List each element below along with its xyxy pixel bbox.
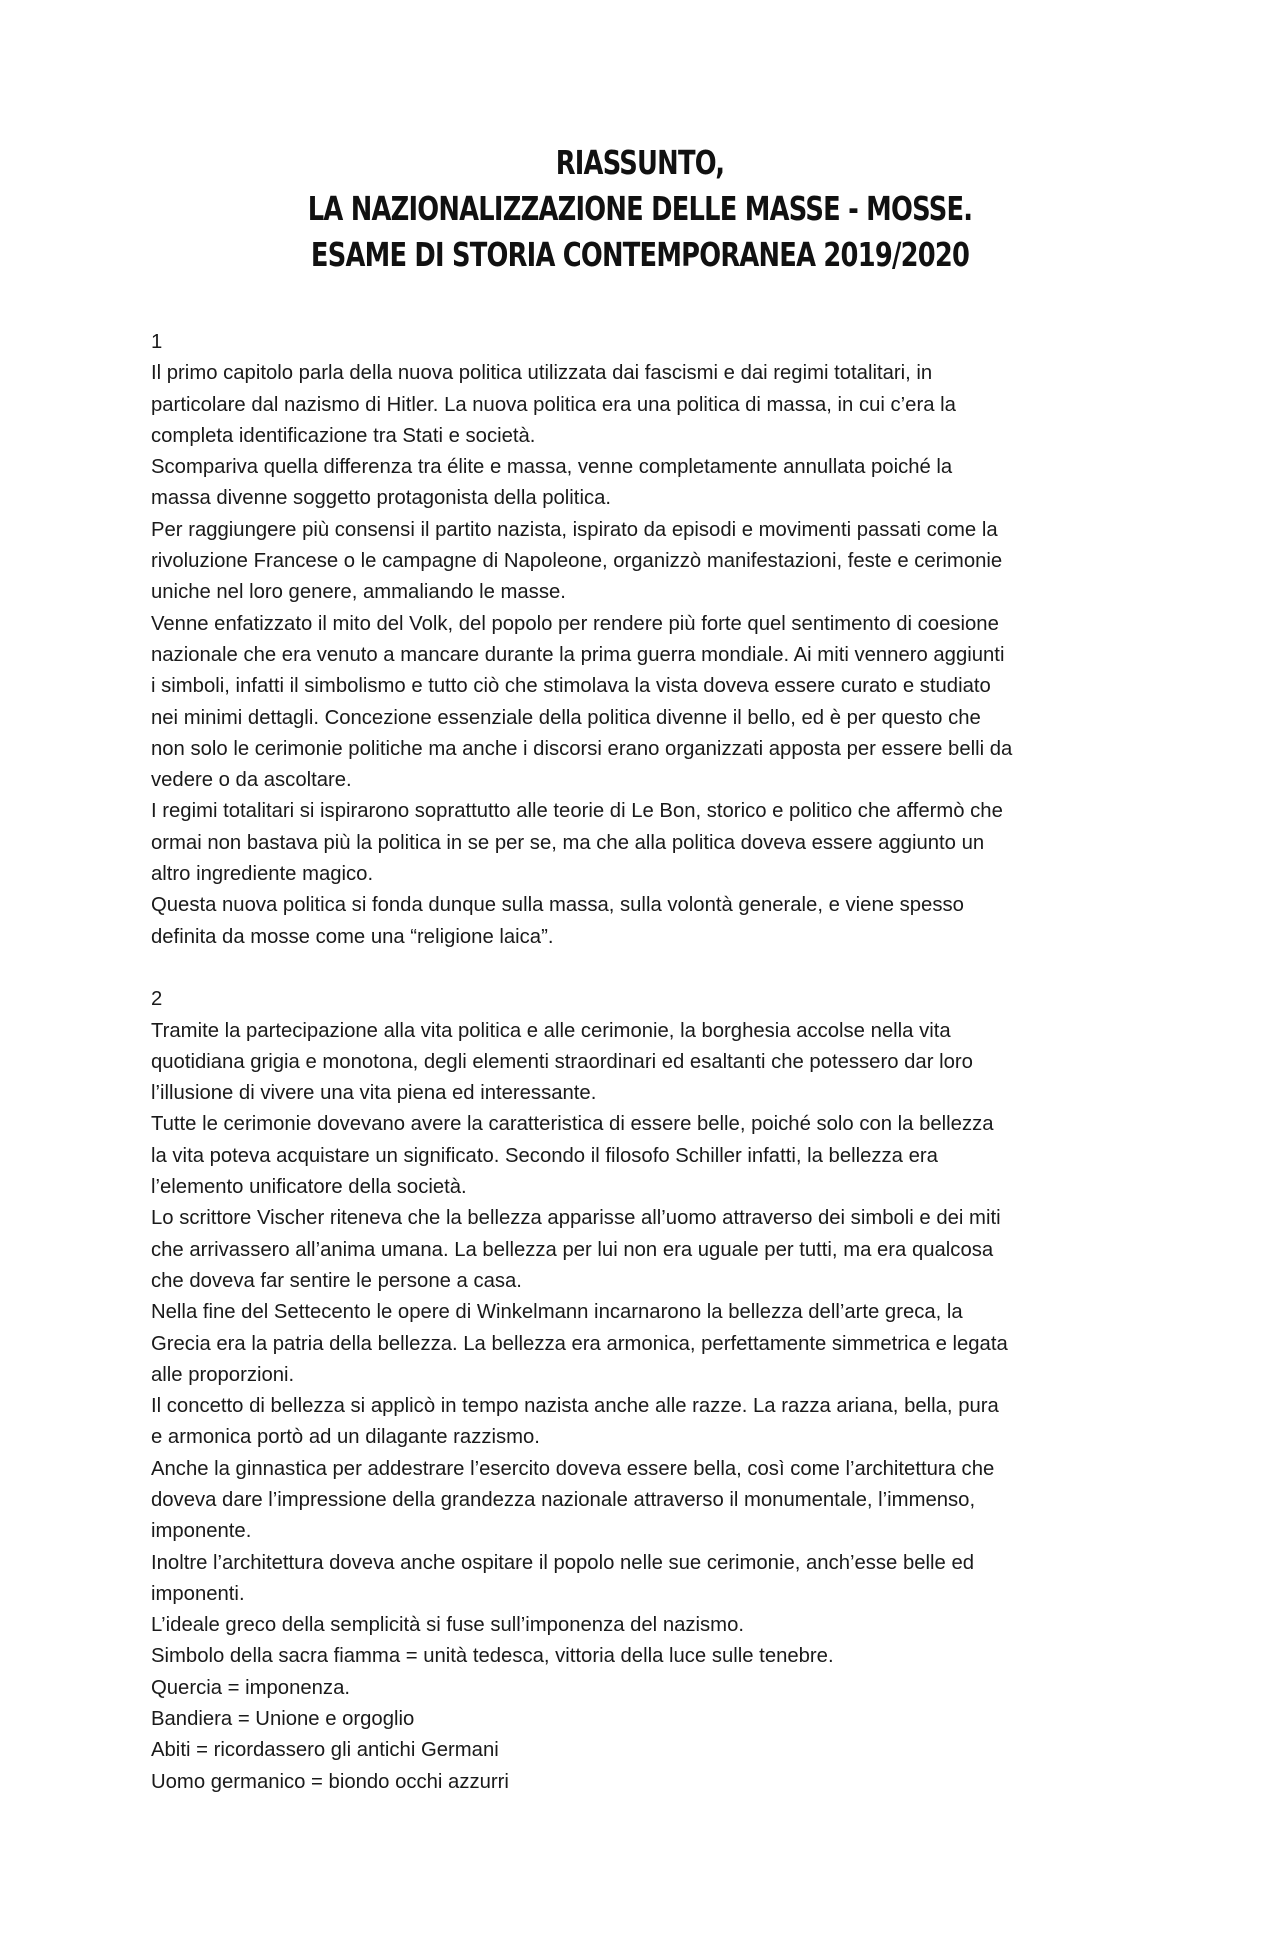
text-line: alle proporzioni. (151, 1363, 295, 1386)
text-line: Questa nuova politica si fonda dunque sulla massa, sulla volontà generale, e viene spesso (151, 894, 964, 917)
text-line: particolare dal nazismo di Hitler. La nuova politica era una politica di massa, in cui c’era la (151, 393, 956, 416)
title-line-2: LA NAZIONALIZZAZIONE DELLE MASSE - MOSSE. (307, 189, 973, 228)
text-line: nei minimi dettagli. Concezione essenziale della politica divenne il bello, ed è per questo che (151, 706, 981, 729)
section-number: 1 (151, 331, 163, 353)
text-line: Anche la ginnastica per addestrare l’esercito doveva essere bella, così come l’architettura che (151, 1457, 995, 1480)
text-line: che arrivassero all’anima umana. La bellezza per lui non era uguale per tutti, ma era qualcosa (151, 1238, 994, 1261)
text-line: vedere o da ascoltare. (151, 769, 352, 792)
text-line: Simbolo della sacra fiamma = unità tedesca, vittoria della luce sulle tenebre. (151, 1645, 834, 1668)
text-line: Tutte le cerimonie dovevano avere la caratteristica di essere belle, poiché solo con la bellezza (151, 1113, 994, 1136)
text-line: la vita poteva acquistare un significato. Secondo il filosofo Schiller infatti, la bellezza era (151, 1144, 938, 1167)
text-line: non solo le cerimonie politiche ma anche i discorsi erano organizzati apposta per essere belli da (151, 737, 1013, 760)
text-line: imponenti. (151, 1582, 245, 1605)
title-line-1: RIASSUNTO, (555, 143, 725, 182)
text-line: imponente. (151, 1520, 252, 1543)
text-line: Il primo capitolo parla della nuova politica utilizzata dai fascismi e dai regimi totalitari, in (151, 362, 933, 385)
text-line: l’illusione di vivere una vita piena ed interessante. (151, 1082, 597, 1105)
text-line: Quercia = imponenza. (151, 1676, 350, 1699)
document-title (0, 140, 1280, 278)
section-2 (151, 984, 1151, 1798)
text-line: e armonica portò ad un dilagante razzismo. (151, 1426, 540, 1449)
text-line: Bandiera = Unione e orgoglio (151, 1708, 415, 1731)
text-line: Nella fine del Settecento le opere di Winkelmann incarnarono la bellezza dell’arte greca, la (151, 1301, 963, 1324)
text-line: Uomo germanico = biondo occhi azzurri (151, 1770, 509, 1793)
text-line: I regimi totalitari si ispirarono soprattutto alle teorie di Le Bon, storico e politico che affermò che (151, 800, 1003, 823)
text-line: quotidiana grigia e monotona, degli elementi straordinari ed esaltanti che potessero dar loro (151, 1050, 973, 1073)
section-1-paragraph (151, 358, 1151, 953)
text-line: completa identificazione tra Stati e società. (151, 424, 536, 447)
text-line: L’ideale greco della semplicità si fuse sull’imponenza del nazismo. (151, 1614, 744, 1637)
text-line: Venne enfatizzato il mito del Volk, del popolo per rendere più forte quel sentimento di coesione (151, 612, 999, 635)
text-line: Lo scrittore Vischer riteneva che la bellezza apparisse all’uomo attraverso dei simboli e dei miti (151, 1207, 1001, 1230)
text-line: Scompariva quella differenza tra élite e massa, venne completamente annullata poiché la (151, 456, 953, 479)
text-line: Grecia era la patria della bellezza. La bellezza era armonica, perfettamente simmetrica e legata (151, 1332, 1008, 1355)
text-line: ormai non bastava più la politica in se per se, ma che alla politica doveva essere aggiunto un (151, 831, 985, 854)
text-line: Inoltre l’architettura doveva anche ospitare il popolo nelle sue cerimonie, anch’esse belle ed (151, 1551, 975, 1574)
text-line: Per raggiungere più consensi il partito nazista, ispirato da episodi e movimenti passati come la (151, 518, 998, 541)
text-line: Tramite la partecipazione alla vita politica e alle cerimonie, la borghesia accolse nella vita (151, 1019, 951, 1042)
section-number: 2 (151, 988, 163, 1011)
text-line: doveva dare l’impressione della grandezza nazionale attraverso il monumentale, l’immenso, (151, 1488, 976, 1511)
document-body (151, 327, 1151, 1798)
section-1 (151, 327, 1151, 953)
text-line: altro ingrediente magico. (151, 863, 374, 886)
text-line: Abiti = ricordassero gli antichi Germani (151, 1739, 499, 1762)
title-line-3: ESAME DI STORIA CONTEMPORANEA 2019/2020 (310, 235, 970, 274)
text-line: i simboli, infatti il simbolismo e tutto ciò che stimolava la vista doveva essere curato e studiato (151, 675, 991, 698)
text-line: definita da mosse come una “religione laica”. (151, 925, 554, 948)
section-2-paragraph (151, 1016, 1151, 1798)
text-line: massa divenne soggetto protagonista della politica. (151, 487, 612, 510)
text-line: Il concetto di bellezza si applicò in tempo nazista anche alle razze. La razza ariana, bella, pura (151, 1395, 999, 1418)
text-line: l’elemento unificatore della società. (151, 1176, 467, 1199)
text-line: rivoluzione Francese o le campagne di Napoleone, organizzò manifestazioni, feste e cerimonie (151, 550, 1003, 573)
text-line: che doveva far sentire le persone a casa. (151, 1269, 522, 1292)
text-line: uniche nel loro genere, ammaliando le masse. (151, 581, 566, 604)
paragraph-spacer (151, 953, 1151, 984)
text-line: nazionale che era venuto a mancare durante la prima guerra mondiale. Ai miti vennero aggiunti (151, 643, 1005, 666)
